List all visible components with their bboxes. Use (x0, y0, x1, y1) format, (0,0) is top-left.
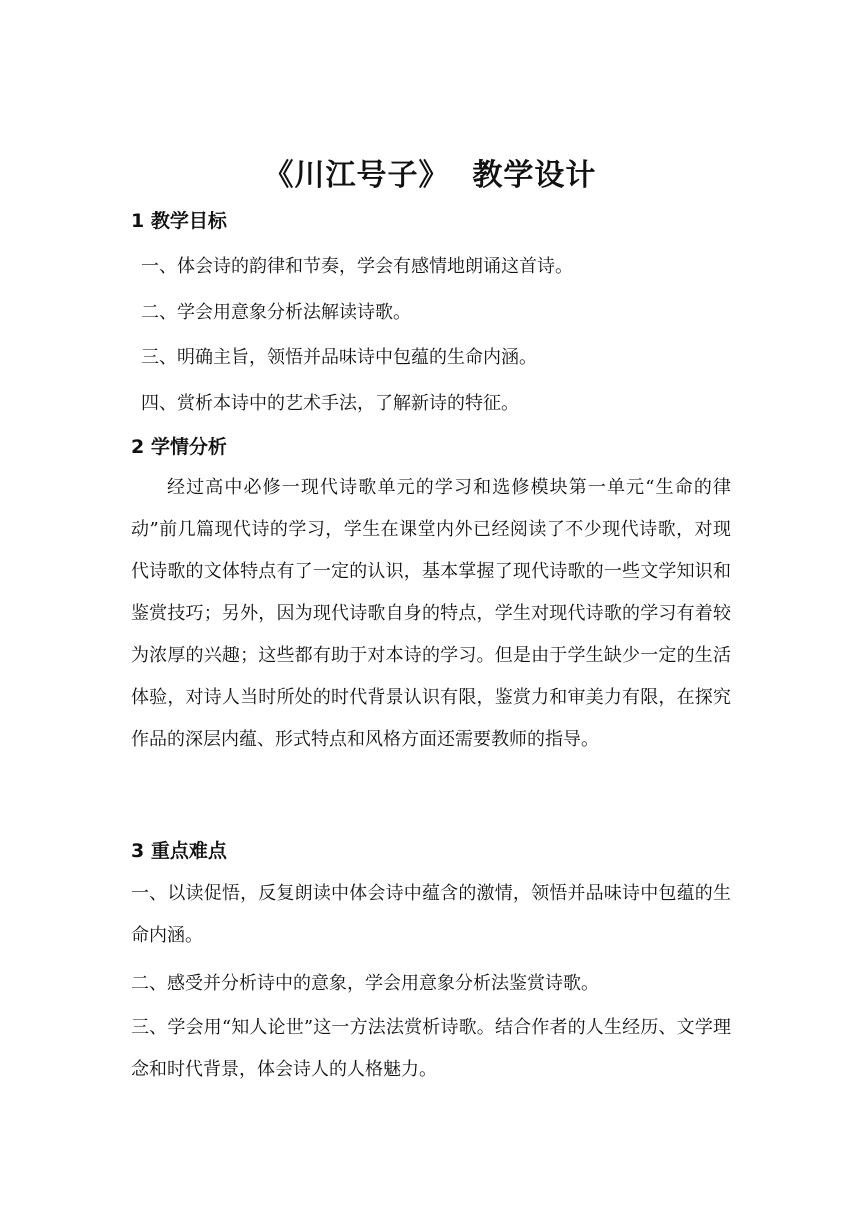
objective-item: 四、赏析本诗中的艺术手法，了解新诗的特征。 (141, 393, 519, 414)
analysis-paragraph: 经过高中必修一现代诗歌单元的学习和选修模块第一单元“生命的律动”前几篇现代诗的学习，学生在课堂内外已经阅读了不少现代诗歌，对现代诗歌的文体特点有了一定的认识，基本掌握了现代诗歌的一些文学知识和鉴赏技巧；另外，因为现代诗歌自身的特点，学生对现代诗歌的学习有着较为浓厚的兴趣；这些都有助于对本诗的学习。但是由于学生缺少一定的生活体验，对诗人当时所处的时代背景认识有限，鉴赏力和审美力有限，在探究作品的深层内蕴、形式特点和风格方面还需要教师的指导。 (131, 477, 731, 750)
objective-item: 二、学会用意象分析法解读诗歌。 (141, 302, 411, 323)
section-heading-key-points: 3 重点难点 (131, 840, 227, 862)
document-title: 《川江号子》 教学设计 (263, 158, 597, 193)
key-point-item: 二、感受并分析诗中的意象，学会用意象分析法鉴赏诗歌。 (131, 973, 599, 994)
key-point-item: 三、学会用“知人论世”这一方法法赏析诗歌。结合作者的人生经历、文学理念和时代背景，体会诗人的人格魅力。 (131, 1017, 731, 1080)
objective-item: 三、明确主旨，领悟并品味诗中包蕴的生命内涵。 (141, 347, 537, 368)
section-heading-objectives: 1 教学目标 (131, 210, 227, 232)
key-point-item: 一、以读促悟，反复朗读中体会诗中蕴含的激情，领悟并品味诗中包蕴的生命内涵。 (131, 883, 731, 946)
objective-item: 一、体会诗的韵律和节奏，学会有感情地朗诵这首诗。 (141, 256, 573, 277)
section-heading-analysis: 2 学情分析 (131, 436, 227, 458)
